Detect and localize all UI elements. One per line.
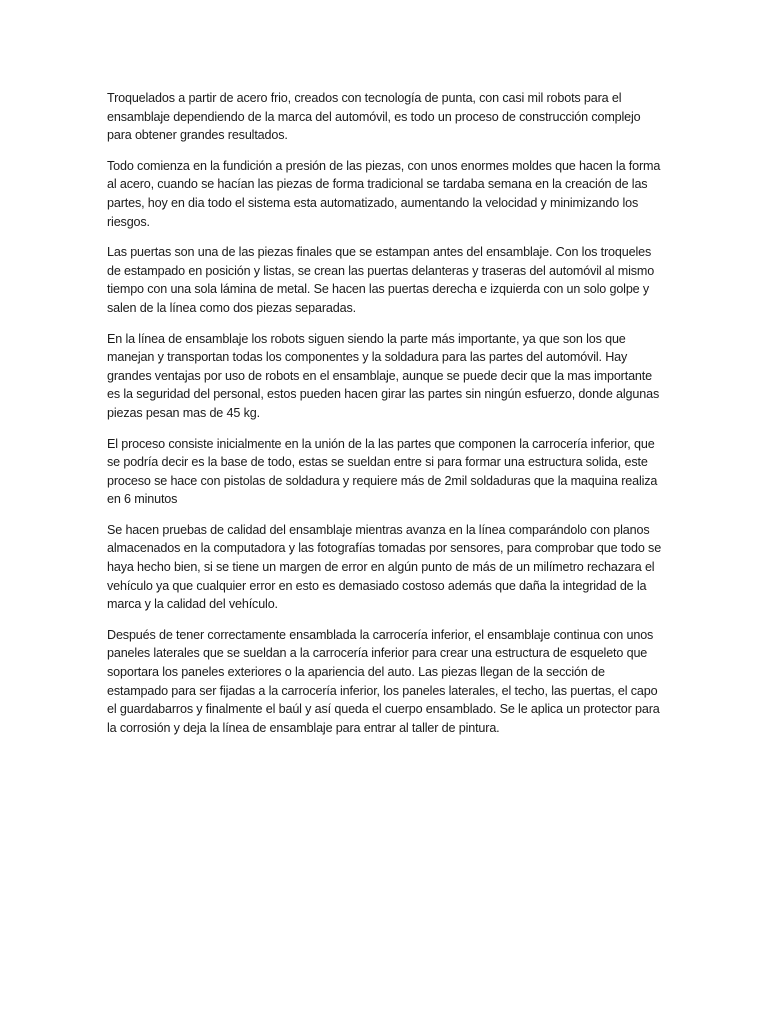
paragraph-7: Después de tener correctamente ensamblada la carrocería inferior, el ensamblaje continua con unos paneles laterales que se sueldan a la carrocería inferior para crear una estructura de esqueleto que soportara los paneles exteriores o la apariencia del auto. Las piezas llegan de la sección de estampado para ser fijadas a la carrocería inferior, los paneles laterales, el techo, las puertas, el capo el guardabarros y finalmente el baúl y así queda el cuerpo ensamblado. Se le aplica un protector para la corrosión y deja la línea de ensamblaje para entrar al taller de pintura. <box>107 627 660 735</box>
paragraph-2: Todo comienza en la fundición a presión de las piezas, con unos enormes moldes que hacen la forma al acero, cuando se hacían las piezas de forma tradicional se tardaba semana en la creación de las partes, hoy en dia todo el sistema esta automatizado, aumentando la velocidad y minimizando los riesgos. <box>107 158 661 229</box>
paragraph-5: El proceso consiste inicialmente en la unión de la las partes que componen la carrocería inferior, que se podría decir es la base de todo, estas se sueldan entre si para formar una estructura solida, este proceso se hace con pistolas de soldadura y requiere más de 2mil soldaduras que la maquina realiza en 6 minutos <box>107 436 658 507</box>
document-body <box>107 89 667 749</box>
paragraph-3: Las puertas son una de las piezas finales que se estampan antes del ensamblaje. Con los troqueles de estampado en posición y listas, se crean las puertas delanteras y traseras del automóvil al mismo tiempo con una sola lámina de metal. Se hacen las puertas derecha e izquierda con un solo golpe y salen de la línea como dos piezas separadas. <box>107 245 655 315</box>
paragraph-6: Se hacen pruebas de calidad del ensamblaje mientras avanza en la línea comparándolo con planos almacenados en la computadora y las fotografías tomadas por sensores, para comprobar que todo se haya hecho bien, si se tiene un margen de error en algún punto de más de un milímetro rechazara el vehículo ya que cualquier error en esto es demasiado costoso además que daña la integridad de la marca y la calidad del vehículo. <box>107 522 662 612</box>
paragraph-4: En la línea de ensamblaje los robots siguen siendo la parte más importante, ya que son los que manejan y transportan todas los componentes y la soldadura para las partes del automóvil. Hay grandes ventajas por uso de robots en el ensamblaje, aunque se puede decir que la mas importante es la seguridad del personal, estos pueden hacen girar las partes sin ningún esfuerzo, donde algunas piezas pesan mas de 45 kg. <box>107 331 660 420</box>
paragraph-1: Troquelados a partir de acero frio, creados con tecnología de punta, con casi mil robots para el ensamblaje dependiendo de la marca del automóvil, es todo un proceso de construcción complejo para obtener grandes resultados. <box>107 91 641 143</box>
